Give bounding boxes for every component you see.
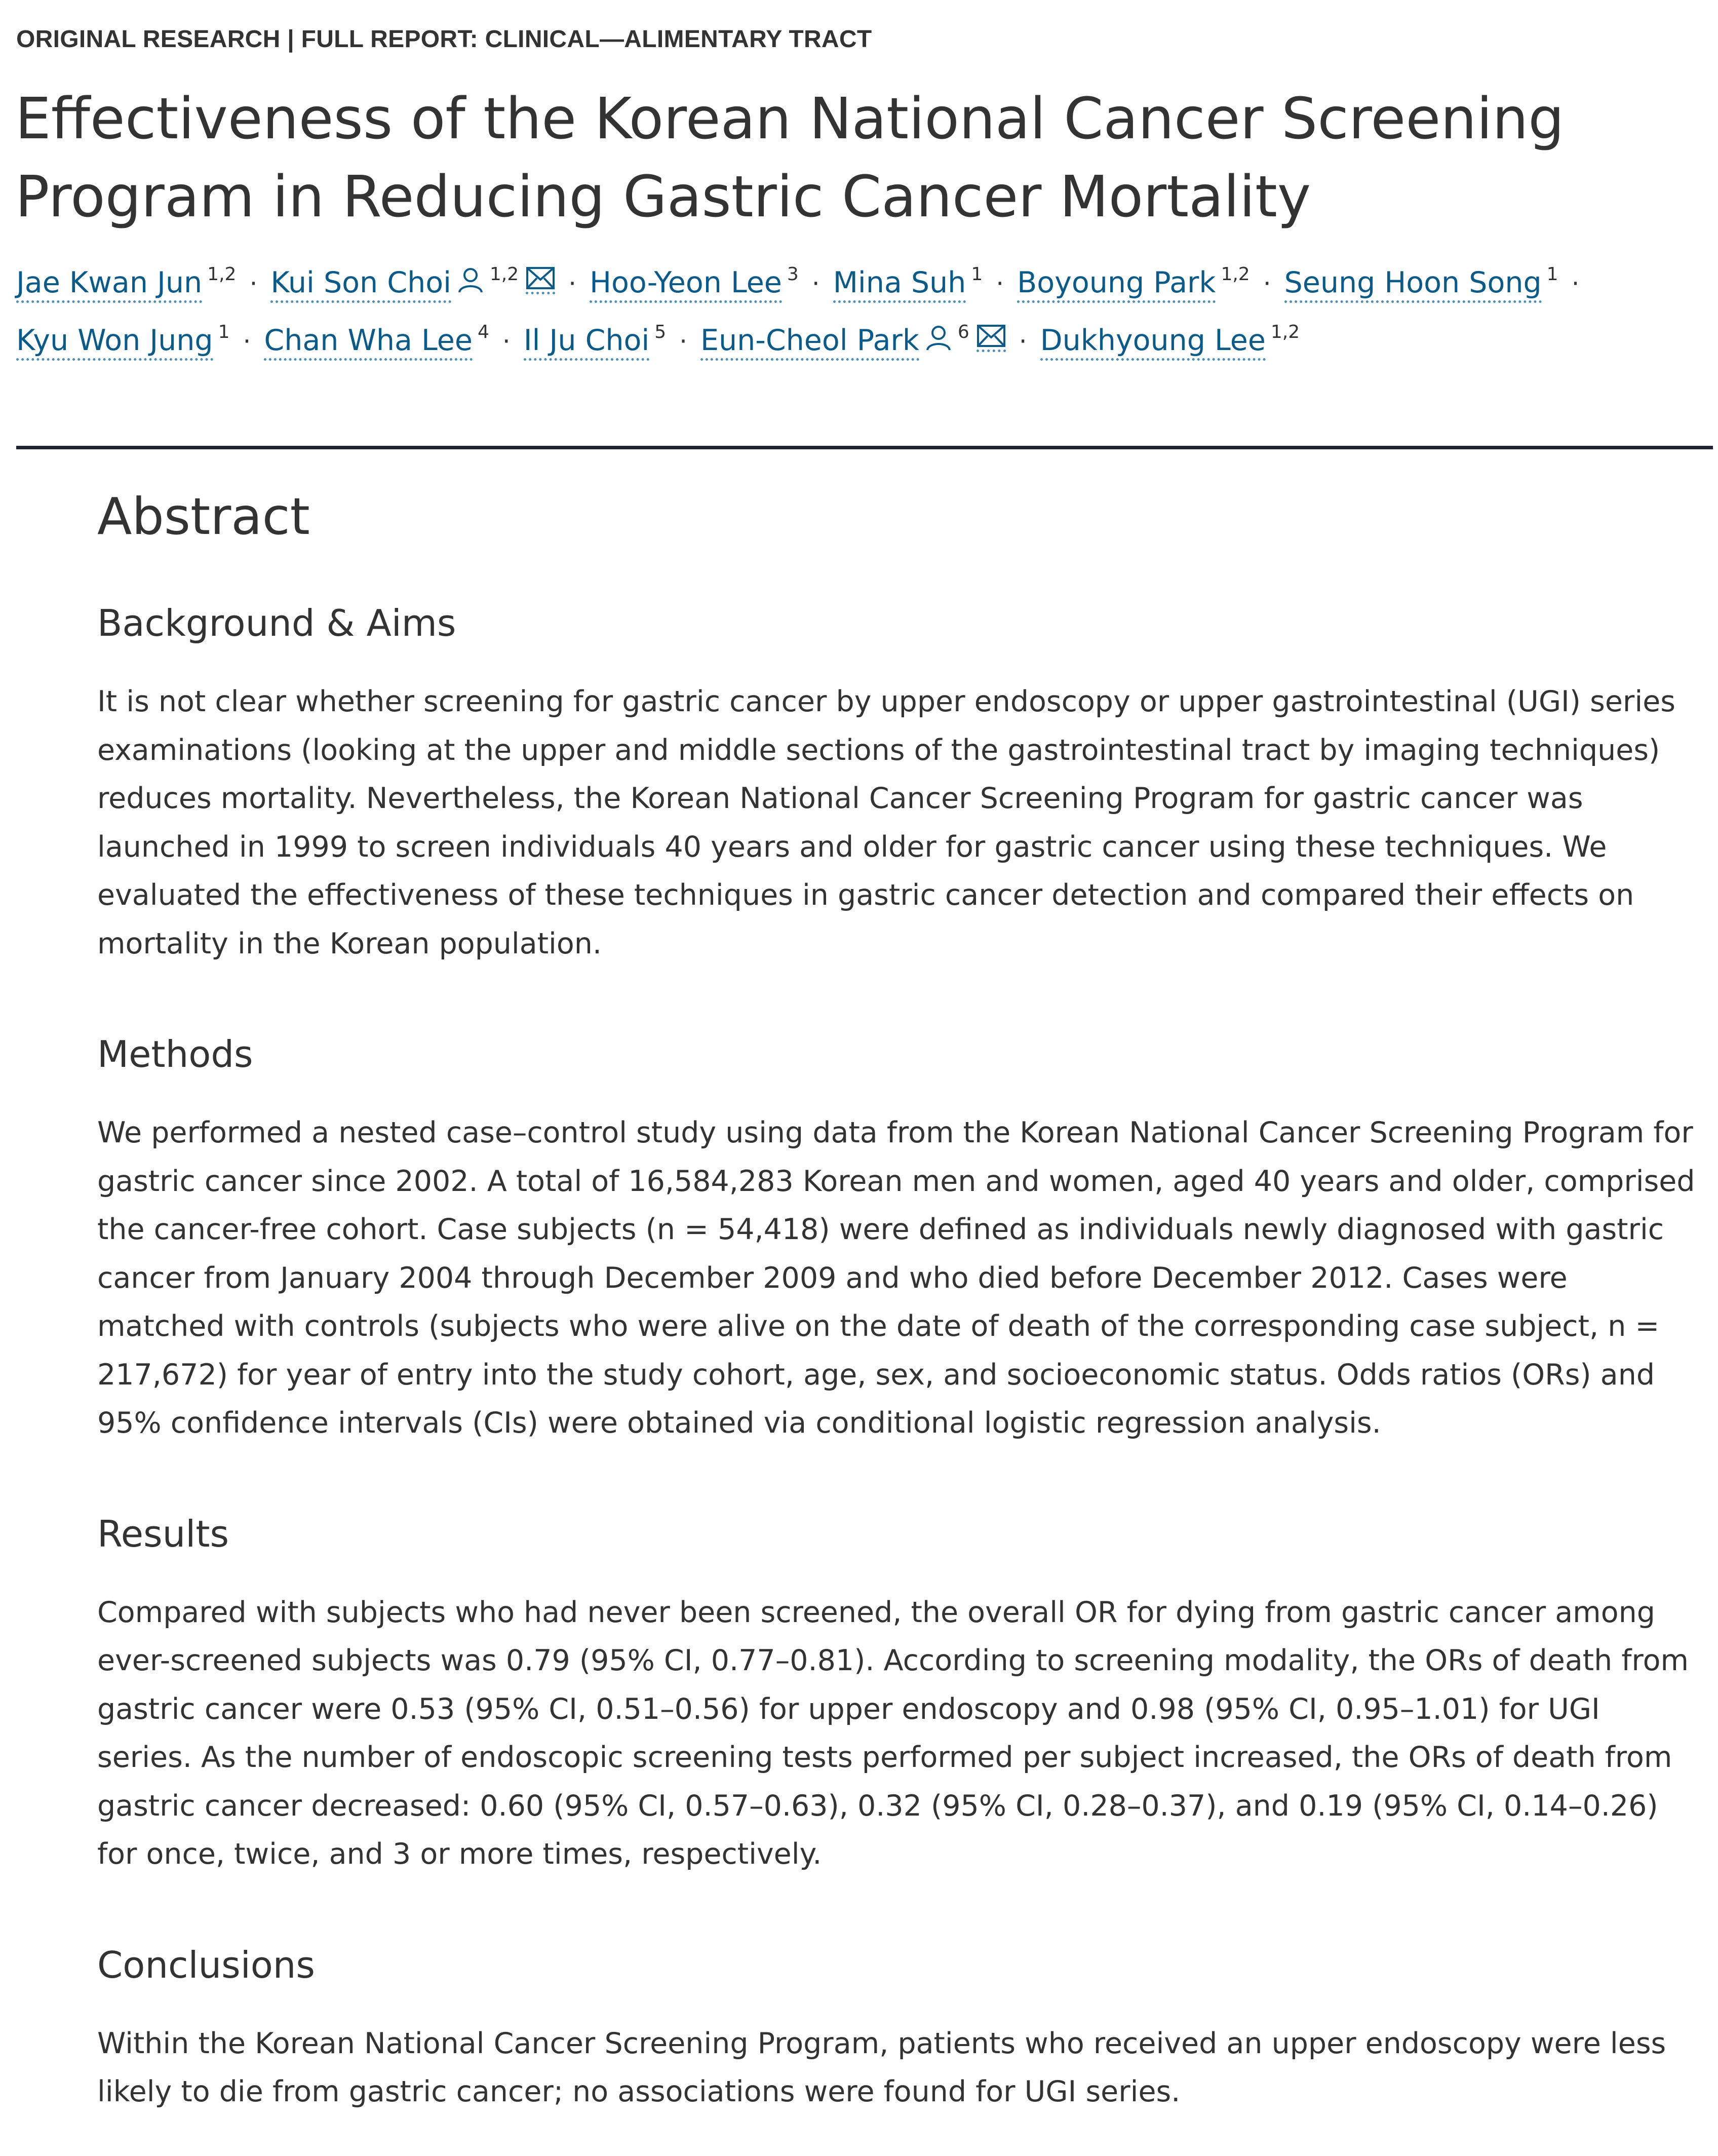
author-separator: · [1571,269,1580,298]
author-link[interactable]: Seung Hoon Song [1284,266,1542,303]
mail-icon[interactable] [526,266,555,294]
author-affiliation: 4 [477,322,489,342]
article-category: ORIGINAL RESEARCH | FULL REPORT: CLINICAL—ALIMENTARY TRACT [16,26,872,53]
author-separator: · [243,327,251,356]
section-text-methods: We performed a nested case–control study using data from the Korean National Cancer Screening Program for gastric cancer since 2002. A total of 16,584,283 Korean men and women, aged 40 years and older, comprised the cancer-free cohort. Case subjects (n = 54,418) were defined as individuals newly diagnosed with gastric cancer from January 2004 through December 2009 and who died before December 2012. Cases were matched with controls (subjects who were alive on the date of death of the corresponding case subject, n = 217,672) for year of entry into the study cohort, age, sex, and socioeconomic status. Odds ratios (ORs) and 95% confidence intervals (CIs) were obtained via conditional logistic regression analysis. [97,1116,1695,1440]
author-link[interactable]: Boyoung Park [1017,266,1216,303]
author-link[interactable]: Il Ju Choi [524,324,649,361]
section-heading-background: Background & Aims [97,602,456,644]
author [833,250,983,307]
section-text-background: It is not clear whether screening for gastric cancer by upper endoscopy or upper gastrointestinal (UGI) series examinations (looking at the upper and middle sections of the gastrointestinal tract by imaging techniques) reduces mortality. Nevertheless, the Korean National Cancer Screening Program for gastric cancer was launched in 1999 to screen individuals 40 years and older for gastric cancer using these techniques. We evaluated the effectiveness of these techniques in gastric cancer detection and compared their effects on mortality in the Korean population. [97,685,1675,960]
author-affiliation: 1,2 [1270,322,1300,342]
author [1017,250,1250,307]
author-affiliation: 1 [1546,264,1558,285]
author-link[interactable]: Kyu Won Jung [16,324,213,361]
article-title: Effectiveness of the Korean National Cancer Screening Program in Reducing Gastric Cancer Mortality [15,86,1565,230]
section-heading-conclusions: Conclusions [97,1943,315,1986]
author [700,308,1006,365]
author-separator: · [679,327,688,356]
author-affiliation: 3 [787,264,799,285]
author-affiliation: 1,2 [1221,264,1250,285]
author-affiliation: 1 [971,264,983,285]
author-affiliation: 6 [957,322,969,342]
author [270,250,555,307]
author-link[interactable]: Dukhyoung Lee [1040,324,1266,361]
author [590,250,799,307]
author [1040,308,1300,365]
author-link[interactable]: Mina Suh [833,266,966,303]
author-separator: · [502,327,511,356]
author [16,308,230,365]
section-heading-methods: Methods [97,1033,253,1075]
author-affiliation: 5 [654,322,667,342]
author [524,308,666,365]
author [1284,250,1558,307]
author [16,250,236,307]
author-link[interactable]: Eun-Cheol Park [700,324,919,361]
author-link[interactable]: Jae Kwan Jun [16,266,202,303]
author-separator: · [996,269,1004,298]
author-link[interactable]: Kui Son Choi [270,266,451,303]
author-affiliation: 1,2 [489,264,519,285]
section-divider [16,446,1713,449]
author-affiliation: 1 [218,322,230,342]
abstract-heading: Abstract [97,487,310,546]
author-separator: · [249,269,258,298]
mail-icon[interactable] [977,324,1006,352]
abstract-section [97,481,1698,2116]
author-link[interactable]: Hoo-Yeon Lee [590,266,782,303]
section-heading-results: Results [97,1512,229,1555]
person-icon [456,266,485,294]
section-text-conclusions: Within the Korean National Cancer Screening Program, patients who received an upper endoscopy were less likely to die from gastric cancer; no associations were found for UGI series. [97,2026,1666,2108]
author [264,308,489,365]
author-separator: · [811,269,820,298]
author-link[interactable]: Chan Wha Lee [264,324,473,361]
author-list [16,250,1688,366]
section-text-results: Compared with subjects who had never been screened, the overall OR for dying from gastric cancer among ever-screened subjects was 0.79 (95% CI, 0.77–0.81). According to screening modality, the ORs of death from gastric cancer were 0.53 (95% CI, 0.51–0.56) for upper endoscopy and 0.98 (95% CI, 0.95–1.01) for UGI series. As the number of endoscopic screening tests performed per subject increased, the ORs of death from gastric cancer decreased: 0.60 (95% CI, 0.57–0.63), 0.32 (95% CI, 0.28–0.37), and 0.19 (95% CI, 0.14–0.26) for once, twice, and 3 or more times, respectively. [97,1595,1689,1871]
author-affiliation: 1,2 [207,264,237,285]
person-icon [924,324,953,352]
author-separator: · [1019,327,1027,356]
author-separator: · [568,269,577,298]
author-separator: · [1263,269,1271,298]
